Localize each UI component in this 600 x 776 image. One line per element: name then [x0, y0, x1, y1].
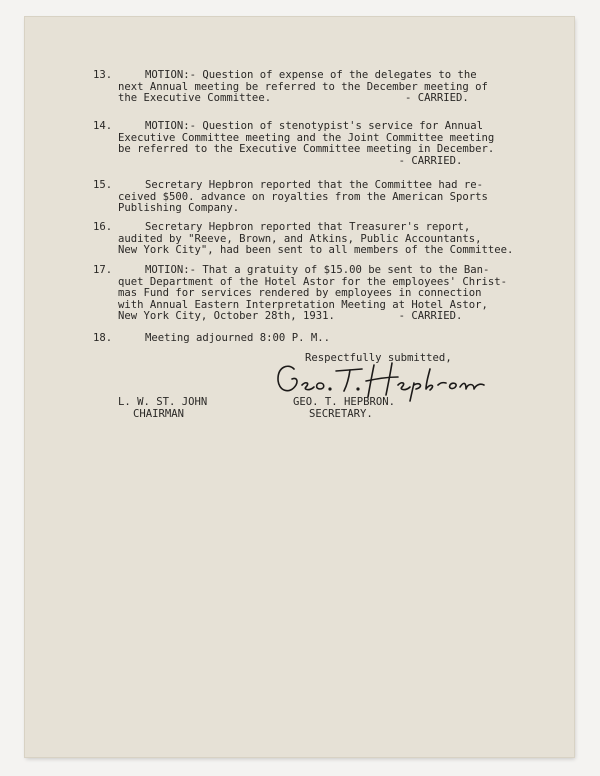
item-line: with Annual Eastern Interpretation Meeting at Hotel Astor,	[118, 298, 488, 311]
item-line: Executive Committee meeting and the Joint Committee meeting	[118, 131, 495, 144]
item-18	[93, 333, 563, 345]
minutes-text	[25, 17, 574, 757]
item-line: MOTION:- Question of expense of the delegates to the	[145, 69, 477, 81]
item-line: ceived $500. advance on royalties from the American Sports	[118, 190, 488, 203]
item-17	[93, 265, 563, 323]
item-number: 13.	[93, 69, 113, 81]
chairman-title: CHAIRMAN	[133, 408, 185, 420]
item-line: Secretary Hepbron reported that the Committee had re-	[145, 179, 484, 191]
item-line: quet Department of the Hotel Astor for the employees' Christ-	[118, 275, 508, 288]
item-number: 14.	[93, 120, 113, 132]
item-line: - CARRIED.	[118, 154, 463, 167]
item-line: the Executive Committee. - CARRIED.	[118, 92, 469, 105]
item-16	[93, 222, 563, 257]
item-line: audited by "Reeve, Brown, and Atkins, Public Accountants,	[118, 232, 482, 245]
item-line: New York City", had been sent to all members of the Committee.	[118, 244, 514, 257]
document-page	[25, 17, 574, 757]
item-14	[93, 121, 563, 167]
item-line: MOTION:- That a gratuity of $15.00 be sent to the Ban-	[145, 264, 490, 276]
item-number: 17.	[93, 264, 113, 276]
item-line: be referred to the Executive Committee meeting in December.	[118, 143, 495, 156]
item-number: 15.	[93, 179, 113, 191]
item-line: Publishing Company.	[118, 202, 240, 215]
item-number: 16.	[93, 221, 113, 233]
chairman-name: L. W. ST. JOHN	[118, 396, 208, 408]
secretary-title: SECRETARY.	[309, 408, 373, 420]
item-number: 18.	[93, 332, 113, 344]
item-line: Secretary Hepbron reported that Treasurer's report,	[145, 221, 471, 233]
item-13	[93, 70, 563, 105]
secretary-name: GEO. T. HEPBRON.	[293, 396, 396, 408]
item-line: next Annual meeting be referred to the December meeting of	[118, 80, 488, 93]
item-line: MOTION:- Question of stenotypist's service for Annual	[145, 120, 484, 132]
item-line: Meeting adjourned 8:00 P. M..	[145, 332, 330, 344]
respectfully-submitted: Respectfully submitted,	[305, 352, 452, 364]
item-line: mas Fund for services rendered by employees in connection	[118, 287, 482, 300]
item-15	[93, 180, 563, 215]
item-line: New York City, October 28th, 1931. - CARRIED.	[118, 310, 463, 323]
